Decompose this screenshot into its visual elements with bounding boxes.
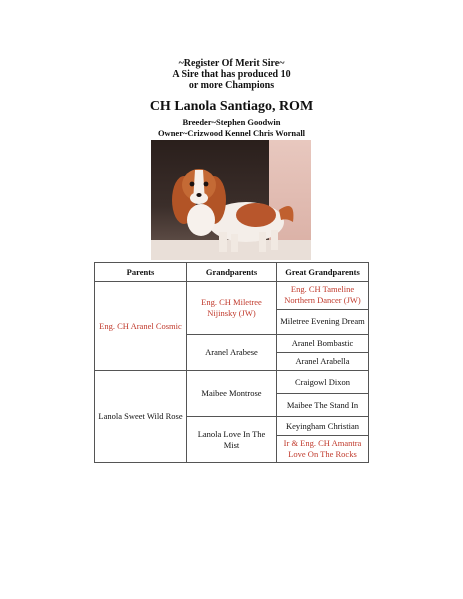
pedigree-table [94, 262, 369, 463]
grandsire-paternal: Eng. CH Miletree Nijinsky (JW) [187, 282, 277, 335]
ggp-4: Aranel Arabella [277, 353, 369, 371]
dog-photo [151, 140, 311, 260]
ggp-2: Miletree Evening Dream [277, 309, 369, 334]
ggp-8: Ir & Eng. CH Amantra Love On The Rocks [277, 436, 369, 463]
ggp-5: Craigowl Dixon [277, 371, 369, 394]
breeder-line: Breeder~Stephen Goodwin [182, 117, 281, 127]
dog-name: CH Lanola Santiago, ROM [149, 99, 314, 114]
header-grandparents: Grandparents [187, 263, 277, 282]
owner-line: Owner~Crizwood Kennel Chris Wornall [157, 128, 306, 138]
title-line-3: or more Champions [188, 80, 275, 91]
title-line-1: ~Register Of Merit Sire~ [178, 58, 285, 69]
header-great-grandparents: Great Grandparents [277, 263, 369, 282]
sire: Eng. CH Aranel Cosmic [95, 282, 187, 371]
header-parents: Parents [95, 263, 187, 282]
ggp-3: Aranel Bombastic [277, 335, 369, 353]
grandsire-maternal: Maibee Montrose [187, 371, 277, 417]
ggp-6: Maibee The Stand In [277, 394, 369, 417]
pedigree-header-row [95, 263, 369, 282]
cavalier-dog-image [151, 140, 311, 260]
granddam-maternal: Lanola Love In The Mist [187, 417, 277, 463]
dam: Lanola Sweet Wild Rose [95, 371, 187, 463]
ggp-7: Keyingham Christian [277, 417, 369, 436]
title-line-2: A Sire that has produced 10 [172, 69, 291, 80]
ggp-1: Eng. CH Tameline Northern Dancer (JW) [277, 282, 369, 310]
granddam-paternal: Aranel Arabese [187, 335, 277, 371]
